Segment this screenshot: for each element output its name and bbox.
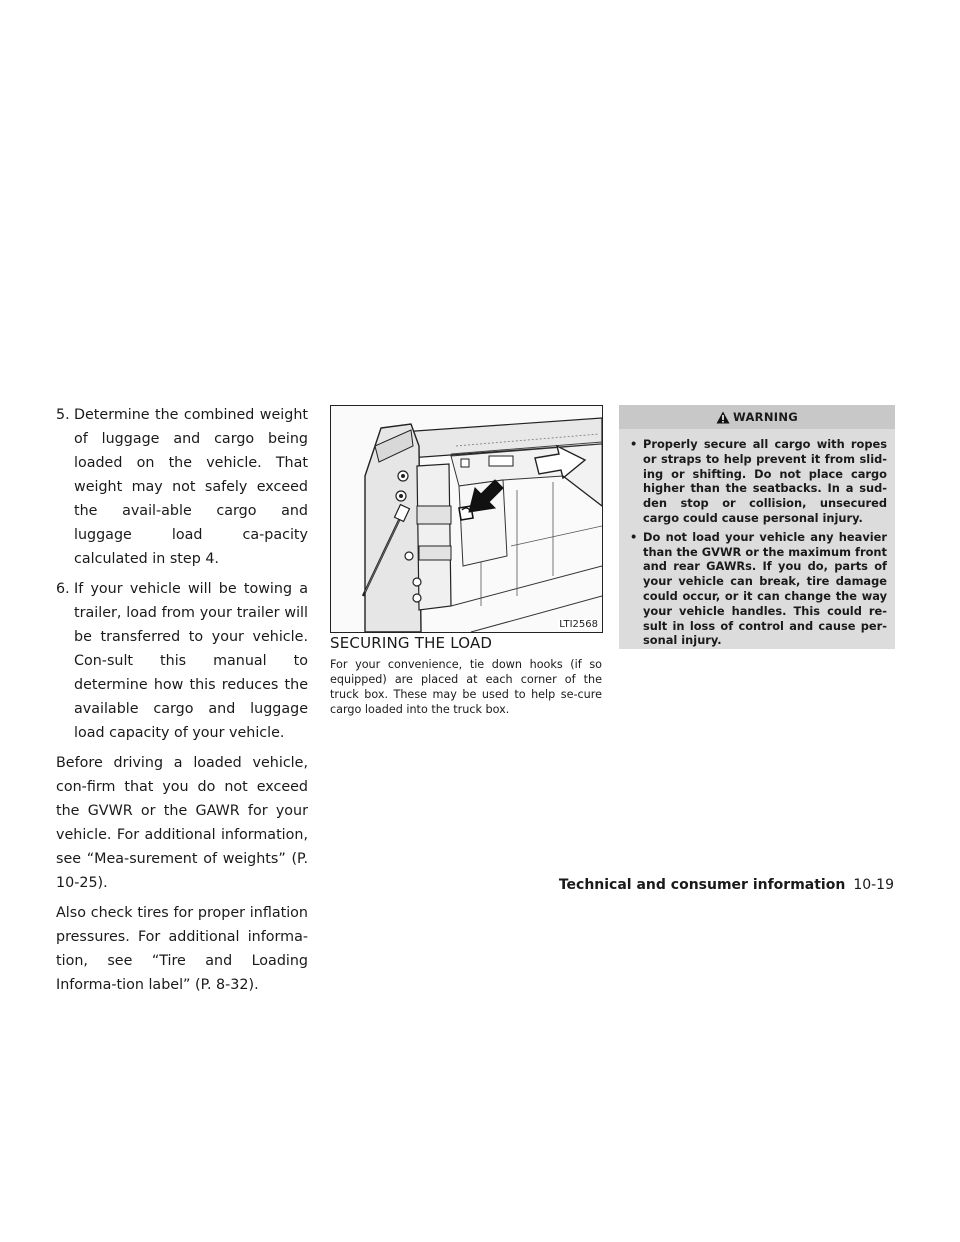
page-footer [559,877,894,893]
footer-section-title: Technical and consumer information [558,877,846,893]
truck-bed-drawing [331,406,602,632]
warning-box [619,405,895,649]
left-column [56,403,308,1003]
step-number: 5. [56,407,70,423]
list-item [56,577,308,745]
bullet: • [630,529,638,544]
step-text: If your vehicle will be towing a trailer, load from your trailer will be transferred to your vehicle. Con-sult this manual to determine how this reduces the available cargo and luggage load capacity of your vehicle. [74,581,308,741]
figure-code: LTI2568 [559,619,598,630]
bullet: • [630,437,638,451]
step-list [56,403,308,745]
section-title: SECURING THE LOAD [330,634,493,652]
step-text: Determine the combined weight of luggage and cargo being loaded on the vehicle. That weight may not safely exceed the avail-able cargo and luggage load ca-pacity calculated in step 4. [74,407,308,567]
section-body: For your convenience, tie down hooks (if so equipped) are placed at each corner of the truck box. These may be used to help se-cure cargo loaded into the truck box. [330,658,602,716]
list-item [627,437,887,526]
list-item [56,403,308,571]
warning-text: Properly secure all cargo with ropes or straps to help prevent it from slid-ing or shifting. Do not place cargo higher than the seatbacks. In a sud-den stop or collision, unsecured cargo could cause personal injury. [643,437,887,525]
warning-header [619,405,895,429]
warning-text: Do not load your vehicle any heavier than the GVWR or the maximum front and rear GAWRs. If you do, parts of your vehicle can break, tire damage could occur, or it can change the way your vehicle handles. This could re-sult in loss of control and cause per-sonal injury. [643,529,887,648]
tie-down-hook-illustration [330,405,603,633]
page-number: 10-19 [853,877,894,893]
warning-triangle-icon [716,411,730,424]
paragraph: Also check tires for proper inflation pressures. For additional informa-tion, see “Tire and Loading Informa-tion label” (P. 8-32). [56,905,308,993]
step-number: 6. [56,581,70,597]
warning-title: WARNING [733,410,798,424]
warning-list [627,437,887,648]
paragraph: Before driving a loaded vehicle, con-firm that you do not exceed the GVWR or the GAWR for your vehicle. For additional information, see “Mea-surement of weights” (P. 10-25). [56,755,308,891]
list-item [627,530,887,648]
